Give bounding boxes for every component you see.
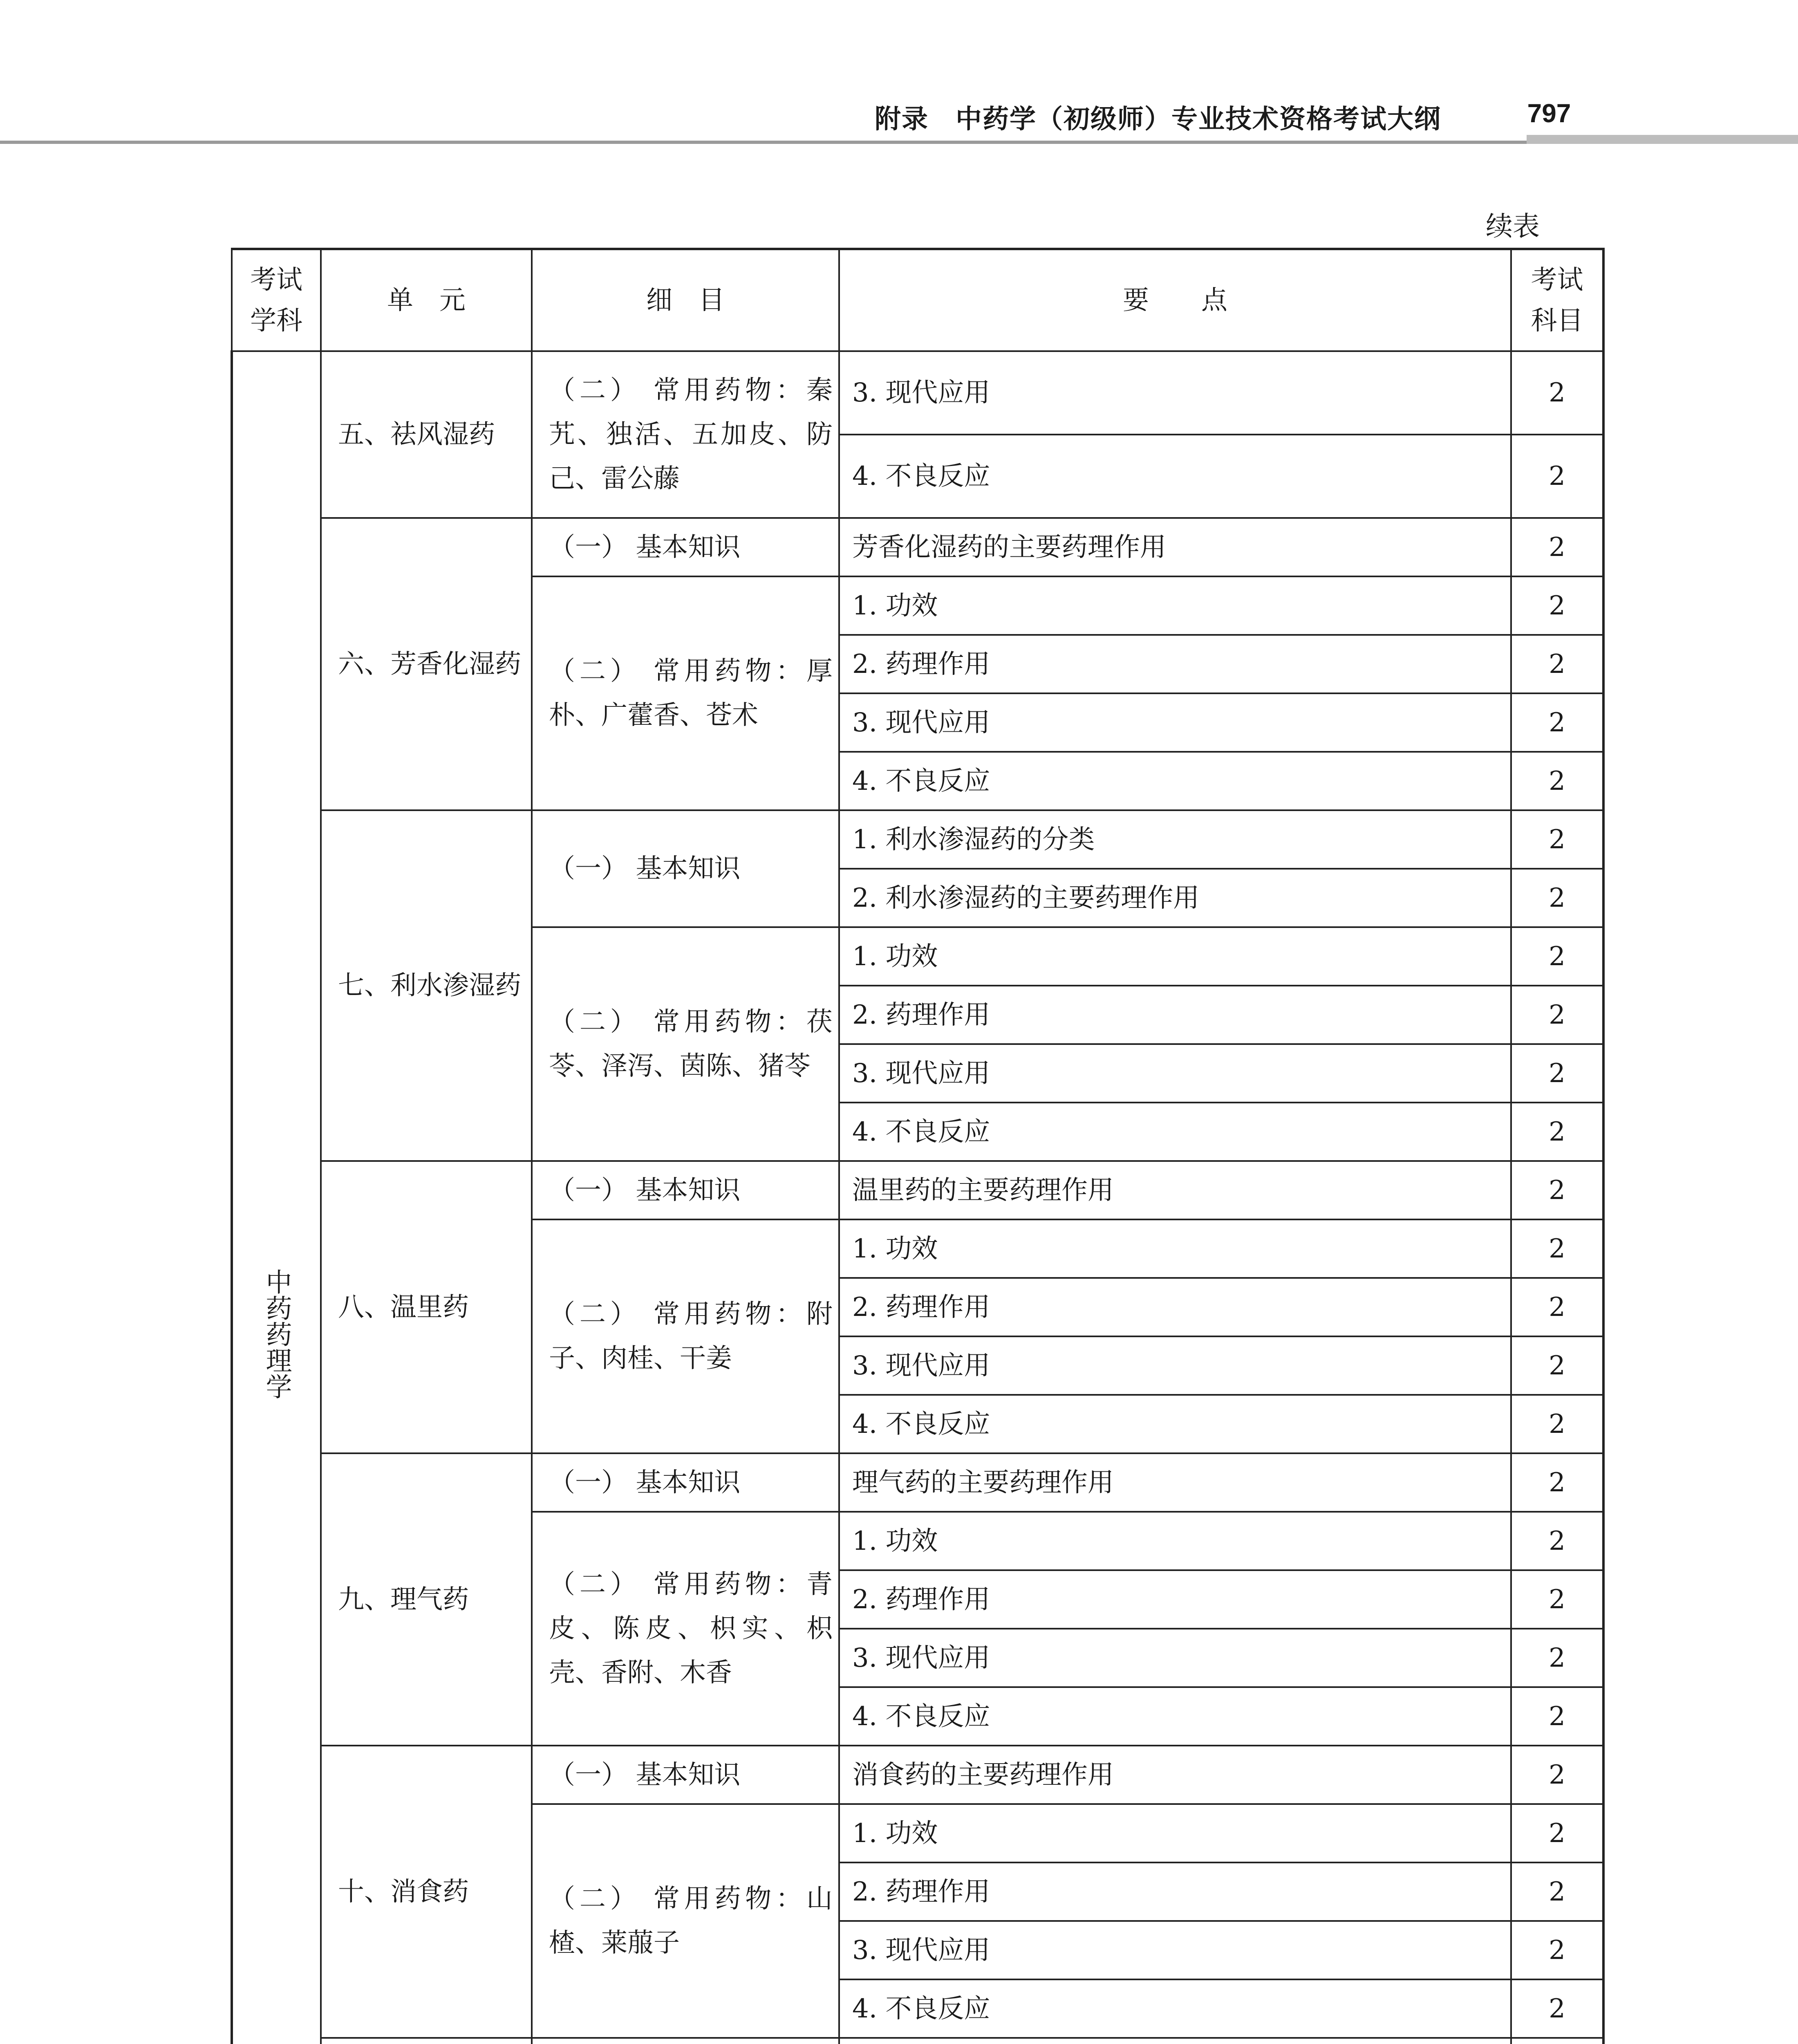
table-row <box>232 518 1603 576</box>
point-cell: 2. 药理作用 <box>839 635 1511 693</box>
point-cell: 2. 利水渗湿药的主要药理作用 <box>839 869 1511 927</box>
point-cell: 温里药的主要药理作用 <box>839 1161 1511 1219</box>
unit-cell <box>321 2038 532 2044</box>
subject-label: 中药药理学 <box>261 1269 292 1399</box>
syllabus-table <box>231 248 1605 2044</box>
score-cell: 2 <box>1511 576 1603 635</box>
table-row <box>232 2038 1603 2044</box>
point-cell: 4. 不良反应 <box>839 752 1511 810</box>
score-cell: 2 <box>1511 810 1603 869</box>
score-cell: 2 <box>1511 635 1603 693</box>
score-cell: 2 <box>1511 1044 1603 1103</box>
score-cell: 2 <box>1511 1336 1603 1395</box>
score-cell <box>1511 2038 1603 2044</box>
running-title: 附录 中药学（初级师）专业技术资格考试大纲 <box>875 104 1441 134</box>
detail-cell: （一） 基本知识 <box>532 1746 839 1804</box>
detail-cell: （二） 常用药物：厚朴、广藿香、苍术 <box>532 576 839 810</box>
detail-cell: （一） 基本知识 <box>532 1453 839 1512</box>
score-cell: 2 <box>1511 1746 1603 1804</box>
table-body <box>232 351 1603 2044</box>
point-cell <box>839 2038 1511 2044</box>
point-cell: 4. 不良反应 <box>839 1979 1511 2038</box>
score-cell: 2 <box>1511 1512 1603 1570</box>
table-row <box>232 1161 1603 1219</box>
score-cell: 2 <box>1511 1629 1603 1687</box>
table-header-row <box>232 249 1603 351</box>
score-cell: 2 <box>1511 518 1603 576</box>
unit-cell: 六、芳香化湿药 <box>321 518 532 810</box>
score-cell: 2 <box>1511 1161 1603 1219</box>
point-cell: 3. 现代应用 <box>839 1921 1511 1979</box>
point-cell: 1. 功效 <box>839 927 1511 986</box>
point-cell: 3. 现代应用 <box>839 1629 1511 1687</box>
detail-cell: （二） 常用药物：附子、肉桂、干姜 <box>532 1219 839 1453</box>
point-cell: 3. 现代应用 <box>839 1336 1511 1395</box>
score-cell: 2 <box>1511 1278 1603 1336</box>
score-cell: 2 <box>1511 435 1603 518</box>
detail-cell: （二） 常用药物：青皮、陈皮、枳实、枳壳、香附、木香 <box>532 1512 839 1746</box>
score-cell: 2 <box>1511 986 1603 1044</box>
header-score-line1: 考试 <box>1531 264 1583 295</box>
score-cell: 2 <box>1511 752 1603 810</box>
score-cell: 2 <box>1511 1687 1603 1746</box>
point-cell: 2. 药理作用 <box>839 1862 1511 1921</box>
table-row <box>232 1453 1603 1512</box>
point-cell: 4. 不良反应 <box>839 1687 1511 1746</box>
header-point: 要 点 <box>839 249 1511 351</box>
score-cell: 2 <box>1511 351 1603 435</box>
detail-cell: （一） 基本知识 <box>532 518 839 576</box>
score-cell: 2 <box>1511 1103 1603 1161</box>
point-cell: 2. 药理作用 <box>839 986 1511 1044</box>
point-cell: 理气药的主要药理作用 <box>839 1453 1511 1512</box>
detail-cell: （二） 常用药物：山楂、莱菔子 <box>532 1804 839 2038</box>
unit-cell: 十、消食药 <box>321 1746 532 2038</box>
table-row <box>232 810 1603 869</box>
score-cell: 2 <box>1511 1395 1603 1453</box>
table-row <box>232 351 1603 435</box>
header-subject-line1: 考试 <box>250 264 302 295</box>
point-cell: 3. 现代应用 <box>839 693 1511 752</box>
score-cell: 2 <box>1511 1453 1603 1512</box>
unit-cell: 八、温里药 <box>321 1161 532 1453</box>
header-score <box>1511 249 1603 351</box>
point-cell: 1. 功效 <box>839 1804 1511 1862</box>
score-cell: 2 <box>1511 1219 1603 1278</box>
detail-cell: （一） 基本知识 <box>532 1161 839 1219</box>
point-cell: 芳香化湿药的主要药理作用 <box>839 518 1511 576</box>
score-cell: 2 <box>1511 869 1603 927</box>
point-cell: 1. 功效 <box>839 1219 1511 1278</box>
score-cell: 2 <box>1511 1979 1603 2038</box>
unit-cell: 五、祛风湿药 <box>321 351 532 518</box>
point-cell: 1. 功效 <box>839 1512 1511 1570</box>
detail-cell: （二） 常用药物：秦艽、独活、五加皮、防己、雷公藤 <box>532 351 839 518</box>
point-cell: 4. 不良反应 <box>839 435 1511 518</box>
point-cell: 4. 不良反应 <box>839 1103 1511 1161</box>
score-cell: 2 <box>1511 693 1603 752</box>
point-cell: 3. 现代应用 <box>839 1044 1511 1103</box>
score-cell: 2 <box>1511 1921 1603 1979</box>
detail-cell <box>532 2038 839 2044</box>
header-unit: 单 元 <box>321 249 532 351</box>
point-cell: 4. 不良反应 <box>839 1395 1511 1453</box>
header-detail: 细 目 <box>532 249 839 351</box>
detail-cell: （一） 基本知识 <box>532 810 839 927</box>
header-score-line2: 科目 <box>1531 305 1583 336</box>
point-cell: 1. 功效 <box>839 576 1511 635</box>
table-row <box>232 1746 1603 1804</box>
detail-cell: （二） 常用药物：茯苓、泽泻、茵陈、猪苓 <box>532 927 839 1161</box>
header-subject <box>232 249 321 351</box>
page-header <box>0 0 1798 147</box>
point-cell: 1. 利水渗湿药的分类 <box>839 810 1511 869</box>
header-accent-bar <box>1527 135 1798 144</box>
point-cell: 消食药的主要药理作用 <box>839 1746 1511 1804</box>
continued-label: 续表 <box>1486 211 1540 242</box>
point-cell: 2. 药理作用 <box>839 1570 1511 1629</box>
score-cell: 2 <box>1511 1570 1603 1629</box>
score-cell: 2 <box>1511 927 1603 986</box>
unit-cell: 七、利水渗湿药 <box>321 810 532 1161</box>
subject-cell <box>232 351 321 2044</box>
score-cell: 2 <box>1511 1862 1603 1921</box>
score-cell: 2 <box>1511 1804 1603 1862</box>
point-cell: 2. 药理作用 <box>839 1278 1511 1336</box>
header-subject-line2: 学科 <box>250 305 302 336</box>
page-number: 797 <box>1527 99 1571 128</box>
unit-cell: 九、理气药 <box>321 1453 532 1746</box>
point-cell: 3. 现代应用 <box>839 351 1511 435</box>
